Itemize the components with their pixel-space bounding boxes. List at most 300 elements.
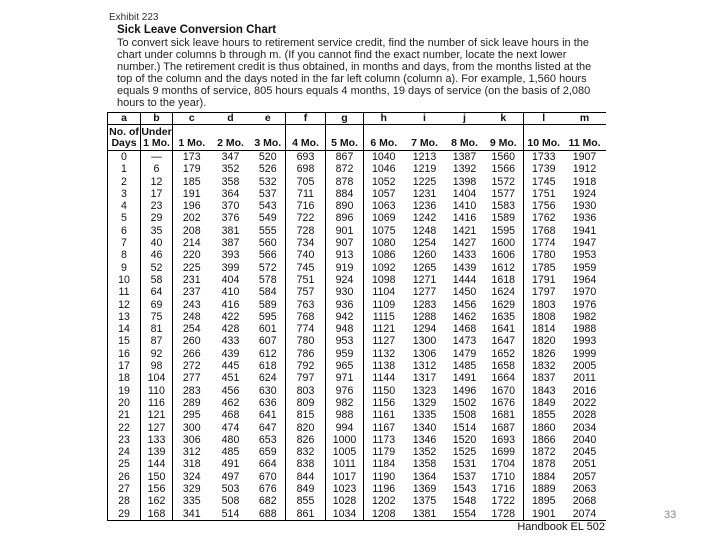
hours-cell: 1600 bbox=[484, 237, 524, 249]
hours-cell: 514 bbox=[211, 508, 251, 521]
hours-cell: 930 bbox=[326, 286, 364, 298]
hours-cell: 1104 bbox=[372, 286, 396, 299]
hours-cell: 456 bbox=[221, 384, 240, 397]
hours-cell: 618 bbox=[251, 360, 286, 372]
column-header-line: 4 Mo. bbox=[292, 137, 319, 149]
hours-cell: 127 bbox=[141, 422, 173, 434]
column-header-row bbox=[108, 125, 606, 151]
hours-cell: 329 bbox=[182, 483, 201, 496]
hours-cell: 1392 bbox=[452, 163, 477, 176]
hours-cell: 1352 bbox=[412, 446, 437, 459]
hours-cell: 722 bbox=[286, 212, 326, 224]
hours-cell: 774 bbox=[286, 323, 326, 335]
hours-cell: 6 bbox=[141, 163, 173, 175]
hours-cell: 462 bbox=[221, 396, 240, 409]
hours-cell: 1832 bbox=[531, 360, 556, 373]
days-cell: 13 bbox=[108, 311, 141, 323]
table-row bbox=[108, 237, 606, 249]
hours-cell: 907 bbox=[326, 237, 364, 249]
days-cell: 17 bbox=[108, 360, 141, 372]
hours-cell: 2068 bbox=[572, 495, 597, 508]
column-header-line: 1 Mo. bbox=[143, 137, 170, 149]
hours-cell: 861 bbox=[286, 508, 326, 521]
hours-cell: 231 bbox=[182, 273, 201, 286]
hours-cell: 116 bbox=[141, 397, 173, 409]
table-row bbox=[108, 409, 606, 421]
hours-cell: 347 bbox=[221, 151, 240, 163]
hours-cell: — bbox=[141, 151, 173, 164]
hours-cell: 1260 bbox=[412, 249, 437, 262]
hours-cell: 1080 bbox=[371, 237, 396, 250]
hours-cell: 1710 bbox=[484, 471, 524, 483]
hours-cell: 1647 bbox=[484, 335, 524, 347]
hours-cell: 312 bbox=[182, 446, 201, 459]
hours-cell: 497 bbox=[221, 470, 240, 483]
hours-cell: 924 bbox=[326, 274, 364, 286]
hours-cell: 220 bbox=[182, 249, 201, 262]
hours-cell: 763 bbox=[286, 299, 326, 311]
hours-cell: 698 bbox=[286, 163, 326, 175]
column-header-line: 1 Mo. bbox=[178, 137, 206, 149]
hours-cell: 1300 bbox=[412, 335, 437, 348]
hours-cell: 1416 bbox=[452, 212, 477, 225]
hours-cell: 225 bbox=[182, 261, 201, 274]
days-cell: 6 bbox=[108, 225, 141, 237]
document-sheet bbox=[107, 12, 607, 534]
column-header-line: 8 Mo. bbox=[451, 137, 478, 149]
days-cell: 9 bbox=[108, 262, 141, 274]
days-cell: 11 bbox=[108, 286, 141, 298]
days-cell: 23 bbox=[108, 434, 141, 446]
hours-cell: 919 bbox=[326, 262, 364, 274]
hours-cell: 428 bbox=[221, 323, 240, 336]
hours-cell: 526 bbox=[251, 163, 286, 175]
hours-cell: 1970 bbox=[572, 286, 597, 299]
table-row bbox=[108, 335, 606, 347]
hours-cell: 965 bbox=[326, 360, 364, 372]
days-cell: 4 bbox=[108, 200, 141, 212]
hours-cell: 601 bbox=[251, 323, 286, 335]
hours-cell: 745 bbox=[286, 262, 326, 274]
column-letter-m: m bbox=[564, 113, 606, 125]
hours-cell: 1496 bbox=[452, 384, 477, 397]
hours-cell: 1132 bbox=[372, 347, 396, 360]
intro-paragraph: To convert sick leave hours to retirement service credit, find the number of sick leave hours in the chart under columns b through m. (If you cannot find the exact number, locate the next lower number.) The retirement credit is thus obtained, in months and days, from the months listed at the top of the column and the days noted in the far left column (column a). For example, 1,560 hours equals 9 months of service, 805 hours equals 4 months, 19 days of service (on the basis of 2,080 hours to the year). bbox=[117, 37, 592, 109]
hours-cell: 1312 bbox=[412, 360, 437, 373]
hours-cell: 543 bbox=[251, 200, 286, 212]
hours-cell: 768 bbox=[286, 311, 326, 323]
hours-cell: 1028 bbox=[326, 495, 364, 507]
hours-cell: 491 bbox=[221, 458, 240, 471]
chart-title: Sick Leave Conversion Chart bbox=[117, 24, 277, 36]
hours-cell: 29 bbox=[141, 212, 173, 224]
hours-cell: 1213 bbox=[412, 151, 437, 163]
column-letter-f: f bbox=[286, 113, 326, 125]
column-header-line: 9 Mo. bbox=[489, 137, 517, 149]
hours-cell: 1860 bbox=[531, 421, 556, 434]
hours-cell: 433 bbox=[221, 335, 240, 348]
hours-cell: 370 bbox=[221, 200, 240, 213]
hours-cell: 2028 bbox=[572, 409, 597, 422]
table-row bbox=[108, 188, 606, 200]
table-row bbox=[108, 311, 606, 323]
hours-cell: 1612 bbox=[484, 262, 524, 274]
hours-cell: 1514 bbox=[452, 421, 477, 434]
hours-cell: 1375 bbox=[412, 495, 437, 508]
hours-cell: 162 bbox=[141, 495, 173, 507]
hours-cell: 1335 bbox=[412, 409, 437, 422]
hours-cell: 2040 bbox=[572, 433, 597, 446]
table-row bbox=[108, 360, 606, 372]
days-cell: 22 bbox=[108, 422, 141, 434]
hours-cell: 855 bbox=[286, 495, 326, 507]
hours-cell: 1999 bbox=[572, 347, 597, 360]
hours-cell: 1329 bbox=[412, 396, 437, 409]
hours-cell: 1179 bbox=[372, 446, 396, 459]
hours-cell: 1595 bbox=[484, 225, 524, 237]
hours-cell: 1404 bbox=[452, 187, 477, 200]
days-cell: 7 bbox=[108, 237, 141, 249]
hours-cell: 584 bbox=[251, 286, 286, 298]
hours-cell: 878 bbox=[326, 176, 364, 188]
days-cell: 5 bbox=[108, 212, 141, 224]
hours-cell: 734 bbox=[286, 237, 326, 249]
hours-cell: 185 bbox=[182, 175, 201, 188]
hours-cell: 1005 bbox=[326, 446, 364, 458]
hours-cell: 35 bbox=[141, 225, 173, 237]
hours-cell: 277 bbox=[182, 372, 201, 385]
hours-cell: 243 bbox=[182, 298, 201, 311]
hours-cell: 1479 bbox=[452, 347, 477, 360]
hours-cell: 1768 bbox=[531, 224, 556, 237]
hours-cell: 1109 bbox=[372, 298, 396, 311]
hours-cell: 208 bbox=[182, 224, 201, 237]
hours-cell: 2057 bbox=[572, 470, 597, 483]
hours-cell: 1283 bbox=[412, 298, 437, 311]
hours-cell: 1687 bbox=[484, 422, 524, 434]
table-row bbox=[108, 422, 606, 434]
hours-cell: 1780 bbox=[531, 249, 556, 262]
hours-cell: 1554 bbox=[446, 508, 484, 521]
hours-cell: 87 bbox=[141, 335, 173, 347]
hours-cell: 653 bbox=[251, 434, 286, 446]
hours-cell: 780 bbox=[286, 335, 326, 347]
hours-cell: 867 bbox=[326, 151, 364, 164]
hours-cell: 439 bbox=[221, 347, 240, 360]
days-cell: 29 bbox=[108, 508, 141, 521]
hours-cell: 595 bbox=[251, 311, 286, 323]
hours-cell: 1433 bbox=[452, 249, 477, 262]
hours-cell: 1924 bbox=[572, 187, 597, 200]
days-cell: 12 bbox=[108, 299, 141, 311]
hours-cell: 156 bbox=[141, 483, 173, 495]
hours-cell: 688 bbox=[251, 508, 286, 521]
days-cell: 21 bbox=[108, 409, 141, 421]
hours-cell: 1543 bbox=[452, 483, 477, 496]
hours-cell: 1254 bbox=[412, 237, 437, 250]
hours-cell: 1421 bbox=[452, 224, 477, 237]
hours-cell: 295 bbox=[182, 409, 201, 422]
hours-cell: 682 bbox=[251, 495, 286, 507]
hours-cell: 393 bbox=[221, 249, 240, 262]
table-row bbox=[108, 286, 606, 298]
hours-cell: 711 bbox=[286, 188, 326, 200]
hours-cell: 1658 bbox=[484, 360, 524, 372]
hours-cell: 1410 bbox=[452, 200, 477, 213]
hours-cell: 936 bbox=[326, 299, 364, 311]
hours-cell: 1803 bbox=[531, 298, 556, 311]
hours-cell: 1618 bbox=[484, 274, 524, 286]
hours-cell: 1577 bbox=[484, 188, 524, 200]
hours-cell: 716 bbox=[286, 200, 326, 212]
hours-cell: 1196 bbox=[372, 483, 396, 496]
hours-cell: 1537 bbox=[452, 470, 477, 483]
hours-cell: 1427 bbox=[452, 237, 477, 250]
table-row bbox=[108, 508, 606, 521]
hours-cell: 792 bbox=[286, 360, 326, 372]
hours-cell: 1000 bbox=[326, 434, 364, 446]
hours-cell: 480 bbox=[221, 433, 240, 446]
hours-cell: 2034 bbox=[572, 421, 597, 434]
hours-cell: 659 bbox=[251, 446, 286, 458]
table-row bbox=[108, 262, 606, 274]
hours-cell: 1190 bbox=[372, 470, 396, 483]
table-row bbox=[108, 249, 606, 261]
days-cell: 8 bbox=[108, 249, 141, 261]
hours-cell: 1797 bbox=[531, 286, 556, 299]
hours-cell: 1566 bbox=[484, 163, 524, 175]
hours-cell: 64 bbox=[141, 286, 173, 298]
column-letter-l: l bbox=[524, 113, 564, 125]
hours-cell: 289 bbox=[182, 396, 201, 409]
hours-cell: 901 bbox=[326, 225, 364, 237]
hours-cell: 1017 bbox=[326, 471, 364, 483]
hours-cell: 272 bbox=[182, 360, 201, 373]
hours-cell: 92 bbox=[141, 348, 173, 360]
table-row bbox=[108, 299, 606, 311]
hours-cell: 815 bbox=[286, 409, 326, 421]
hours-cell: 1641 bbox=[484, 323, 524, 335]
hours-cell: 179 bbox=[182, 163, 201, 176]
hours-cell: 81 bbox=[141, 323, 173, 335]
hours-cell: 1681 bbox=[484, 409, 524, 421]
hours-cell: 40 bbox=[141, 237, 173, 249]
hours-cell: 1069 bbox=[371, 212, 396, 225]
column-header-line: 3 Mo. bbox=[254, 137, 282, 149]
hours-cell: 1635 bbox=[484, 311, 524, 323]
hours-cell: 283 bbox=[182, 384, 201, 397]
column-letter-k: k bbox=[484, 113, 524, 125]
column-header-line: 11 Mo. bbox=[568, 137, 601, 149]
hours-cell: 1023 bbox=[326, 483, 364, 495]
hours-cell: 1444 bbox=[452, 273, 477, 286]
hours-cell: 913 bbox=[326, 249, 364, 261]
hours-cell: 254 bbox=[182, 323, 201, 336]
hours-cell: 1733 bbox=[531, 151, 556, 163]
days-cell: 27 bbox=[108, 483, 141, 495]
hours-cell: 104 bbox=[141, 372, 173, 384]
hours-cell: 1052 bbox=[371, 175, 396, 188]
hours-cell: 173 bbox=[182, 151, 201, 163]
hours-cell: 1184 bbox=[372, 458, 396, 471]
hours-cell: 1219 bbox=[412, 163, 437, 176]
hours-cell: 751 bbox=[286, 274, 326, 286]
days-cell: 16 bbox=[108, 348, 141, 360]
hours-cell: 12 bbox=[141, 176, 173, 188]
hours-cell: 110 bbox=[141, 385, 173, 397]
table-row bbox=[108, 446, 606, 458]
hours-cell: 1774 bbox=[531, 237, 556, 250]
hours-cell: 1167 bbox=[372, 421, 396, 434]
column-letter-a: a bbox=[108, 113, 141, 125]
hours-cell: 121 bbox=[141, 409, 173, 421]
hours-cell: 797 bbox=[286, 372, 326, 384]
hours-cell: 1693 bbox=[484, 434, 524, 446]
hours-cell: 335 bbox=[182, 495, 201, 508]
hours-cell: 399 bbox=[221, 261, 240, 274]
hours-cell: 1941 bbox=[572, 224, 597, 237]
hours-cell: 1040 bbox=[371, 151, 396, 163]
hours-cell: 1294 bbox=[412, 323, 437, 336]
hours-cell: 1063 bbox=[371, 200, 396, 213]
hours-cell: 248 bbox=[182, 310, 201, 323]
hours-cell: 1202 bbox=[371, 495, 396, 508]
table-row bbox=[108, 397, 606, 409]
hours-cell: 1346 bbox=[412, 433, 437, 446]
hours-cell: 994 bbox=[326, 422, 364, 434]
column-letter-row bbox=[108, 113, 606, 125]
hours-cell: 1242 bbox=[412, 212, 437, 225]
hours-cell: 1652 bbox=[484, 348, 524, 360]
hours-cell: 358 bbox=[221, 175, 240, 188]
hours-cell: 1173 bbox=[372, 433, 396, 446]
column-header-line: Under bbox=[141, 126, 172, 138]
hours-cell: 1271 bbox=[412, 273, 437, 286]
hours-cell: 1982 bbox=[572, 310, 597, 323]
days-cell: 24 bbox=[108, 446, 141, 458]
hours-cell: 1092 bbox=[371, 261, 396, 274]
hours-cell: 578 bbox=[251, 274, 286, 286]
column-header bbox=[173, 125, 211, 151]
column-letter-h: h bbox=[364, 113, 404, 125]
column-header-line: Days bbox=[111, 137, 137, 149]
hours-cell: 2051 bbox=[572, 458, 597, 471]
hours-cell: 1953 bbox=[572, 249, 597, 262]
hours-cell: 1664 bbox=[484, 372, 524, 384]
hours-cell: 2022 bbox=[572, 396, 597, 409]
hours-cell: 884 bbox=[326, 188, 364, 200]
hours-cell: 1525 bbox=[452, 446, 477, 459]
hours-cell: 1560 bbox=[484, 151, 524, 164]
hours-cell: 1127 bbox=[372, 335, 396, 348]
hours-cell: 1866 bbox=[531, 433, 556, 446]
hours-cell: 532 bbox=[251, 176, 286, 188]
hours-cell: 1369 bbox=[412, 483, 437, 496]
hours-cell: 549 bbox=[251, 212, 286, 224]
days-cell: 3 bbox=[108, 188, 141, 200]
hours-cell: 23 bbox=[141, 200, 173, 212]
hours-cell: 948 bbox=[326, 323, 364, 335]
hours-cell: 1959 bbox=[572, 261, 597, 274]
hours-cell: 832 bbox=[286, 446, 326, 458]
hours-cell: 1756 bbox=[531, 200, 556, 213]
hours-cell: 139 bbox=[141, 446, 173, 458]
table-row bbox=[108, 385, 606, 397]
hours-cell: 1034 bbox=[326, 508, 364, 521]
hours-cell: 376 bbox=[221, 212, 240, 225]
column-header-line: 10 Mo. bbox=[527, 137, 561, 149]
hours-cell: 237 bbox=[182, 286, 201, 299]
hours-cell: 838 bbox=[286, 458, 326, 470]
hours-cell: 1098 bbox=[371, 273, 396, 286]
hours-cell: 17 bbox=[141, 188, 173, 200]
days-cell: 15 bbox=[108, 335, 141, 347]
footer-source: Handbook EL 502 bbox=[517, 520, 605, 533]
hours-cell: 896 bbox=[326, 212, 364, 224]
hours-cell: 641 bbox=[251, 409, 286, 421]
hours-cell: 1993 bbox=[572, 335, 597, 348]
hours-cell: 1115 bbox=[372, 310, 395, 323]
table-row bbox=[108, 163, 606, 175]
hours-cell: 844 bbox=[286, 471, 326, 483]
days-cell: 14 bbox=[108, 323, 141, 335]
hours-cell: 786 bbox=[286, 348, 326, 360]
hours-cell: 959 bbox=[326, 348, 364, 360]
hours-cell: 168 bbox=[141, 508, 173, 521]
column-letter-j: j bbox=[446, 113, 484, 125]
hours-cell: 676 bbox=[251, 483, 286, 495]
column-letter-g: g bbox=[326, 113, 364, 125]
hours-cell: 1936 bbox=[572, 212, 597, 225]
column-header bbox=[524, 125, 564, 151]
hours-cell: 1912 bbox=[572, 163, 597, 176]
hours-cell: 1988 bbox=[572, 323, 597, 336]
hours-cell: 1364 bbox=[412, 470, 437, 483]
column-header-line: No. of bbox=[109, 126, 139, 138]
hours-cell: 1317 bbox=[412, 372, 437, 385]
hours-cell: 1808 bbox=[531, 310, 556, 323]
hours-cell: 803 bbox=[286, 385, 326, 397]
hours-cell: 1872 bbox=[531, 446, 556, 459]
column-header bbox=[404, 125, 446, 151]
hours-cell: 404 bbox=[221, 273, 240, 286]
hours-cell: 1011 bbox=[326, 458, 364, 470]
hours-cell: 1670 bbox=[484, 385, 524, 397]
hours-cell: 1785 bbox=[531, 261, 556, 274]
hours-cell: 1439 bbox=[452, 261, 477, 274]
days-cell: 0 bbox=[108, 151, 141, 164]
hours-cell: 2011 bbox=[573, 372, 596, 385]
table-row bbox=[108, 274, 606, 286]
hours-cell: 1716 bbox=[484, 483, 524, 495]
hours-cell: 266 bbox=[182, 347, 201, 360]
table-row bbox=[108, 151, 606, 164]
hours-cell: 1676 bbox=[484, 397, 524, 409]
column-header-line: 6 Mo. bbox=[370, 137, 398, 149]
column-letter-c: c bbox=[173, 113, 211, 125]
table-row bbox=[108, 471, 606, 483]
hours-cell: 150 bbox=[141, 471, 173, 483]
hours-cell: 1964 bbox=[572, 273, 597, 286]
hours-cell: 1762 bbox=[531, 212, 556, 225]
hours-cell: 1456 bbox=[452, 298, 477, 311]
hours-cell: 1884 bbox=[531, 470, 556, 483]
days-cell: 25 bbox=[108, 458, 141, 470]
hours-cell: 1901 bbox=[524, 508, 564, 521]
hours-cell: 647 bbox=[251, 422, 286, 434]
table-row bbox=[108, 348, 606, 360]
hours-cell: 1520 bbox=[452, 433, 477, 446]
